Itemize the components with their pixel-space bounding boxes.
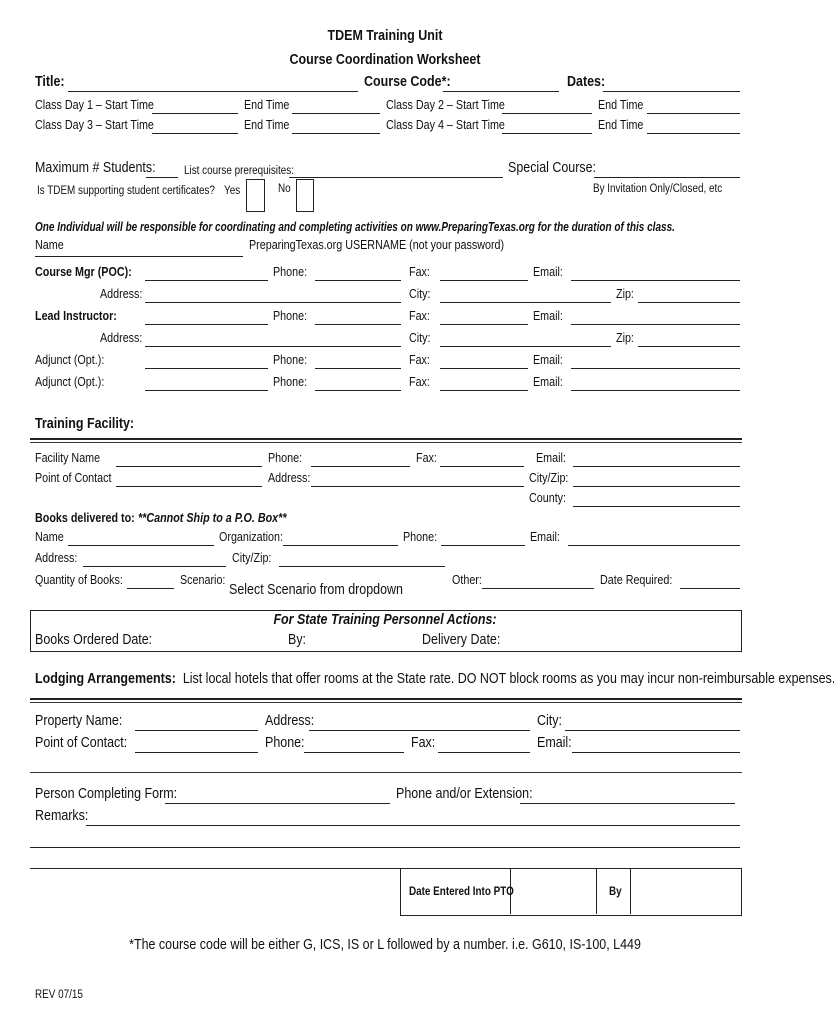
books-email-field[interactable] [568,531,740,546]
adjunct2-fax-field[interactable] [440,376,528,391]
lodging-phone-field[interactable] [304,738,404,753]
special-course-label: Special Course: [508,160,597,176]
form-subtitle: Course Coordination Worksheet [289,52,481,68]
remarks-field-1[interactable] [86,811,740,826]
day2-start-field[interactable] [502,99,592,114]
state-actions-heading: For State Training Personnel Actions: [273,612,497,628]
course-mgr-address-label: Address: [100,287,143,301]
state-by-label[interactable]: By: [288,632,307,648]
course-mgr-city-label: City: [409,287,431,301]
facility-cityzip-label: City/Zip: [529,471,569,485]
books-org-label: Organization: [219,530,283,544]
lead-fax-field[interactable] [440,310,528,325]
books-email-label: Email: [530,530,560,544]
books-name-field[interactable] [68,531,214,546]
facility-email-label: Email: [536,451,566,465]
day1-start-field[interactable] [152,99,238,114]
facility-phone-label: Phone: [268,451,303,465]
course-mgr-phone-field[interactable] [315,266,401,281]
adjunct1-email-label: Email: [533,353,563,367]
title-label: Title: [35,74,65,90]
facility-county-field[interactable] [573,492,740,507]
lead-email-label: Email: [533,309,563,323]
course-mgr-address-field[interactable] [145,288,401,303]
lodging-poc-field[interactable] [135,738,258,753]
lodging-instructions: List local hotels that offer rooms at the State rate. DO NOT block rooms as you may incur non-reimbursable expenses. [182,671,835,687]
lead-fax-label: Fax: [409,309,430,323]
books-name-label: Name [35,530,64,544]
books-delivered-label: Books delivered to: [35,511,135,525]
day1-end-field[interactable] [292,99,380,114]
adjunct1-phone-label: Phone: [273,353,308,367]
books-cityzip-field[interactable] [279,552,445,567]
lodging-fax-label: Fax: [411,735,436,751]
adjunct1-fax-label: Fax: [409,353,430,367]
lead-email-field[interactable] [571,310,740,325]
course-mgr-email-label: Email: [533,265,563,279]
books-phone-label: Phone: [403,530,438,544]
course-code-label: Course Code*: [364,74,451,90]
pto-divider [596,868,597,914]
day1-start-label: Class Day 1 – Start Time [35,98,154,112]
yes-checkbox[interactable] [246,179,265,212]
date-entered-field[interactable] [512,870,594,912]
responsible-name-label: Name [35,238,64,252]
lodging-heading: Lodging Arrangements: [35,671,176,687]
facility-address-label: Address: [268,471,311,485]
remarks-field-3[interactable] [30,854,740,869]
prereq-field[interactable] [289,163,503,178]
course-mgr-label-text: Course Mgr (POC) [35,265,129,279]
special-course-field[interactable] [594,163,740,178]
books-org-field[interactable] [283,531,398,546]
responsible-name-field[interactable] [35,242,243,257]
remarks-label: Remarks: [35,808,89,824]
lodging-fax-field[interactable] [438,738,530,753]
facility-county-label: County: [529,491,567,505]
course-mgr-fax-label: Fax: [409,265,430,279]
phone-ext-field[interactable] [520,789,735,804]
adjunct2-email-label: Email: [533,375,563,389]
max-students-label: Maximum # Students: [35,160,156,176]
person-completing-field[interactable] [165,789,390,804]
adjunct2-label: Adjunct (Opt.): [35,375,105,389]
property-name-label: Property Name: [35,713,123,729]
day3-start-field[interactable] [152,119,238,134]
training-facility-heading: Training Facility: [35,416,135,432]
day3-end-field[interactable] [292,119,380,134]
adjunct2-fax-label: Fax: [409,375,430,389]
books-address-field[interactable] [83,552,226,567]
person-completing-label: Person Completing Form: [35,786,178,802]
day4-end-label: End Time [598,118,644,132]
lodging-email-field[interactable] [572,738,740,753]
phone-ext-label: Phone and/or Extension: [396,786,533,802]
adjunct2-email-field[interactable] [571,376,740,391]
books-phone-field[interactable] [441,531,525,546]
pto-divider [630,868,631,914]
adjunct1-fax-field[interactable] [440,354,528,369]
course-mgr-zip-label: Zip: [616,287,634,301]
adjunct2-phone-field[interactable] [315,376,401,391]
lead-zip-label: Zip: [616,331,634,345]
books-other-label: Other: [452,573,482,587]
invitation-label: By Invitation Only/Closed, etc [593,183,723,195]
books-cityzip-label: City/Zip: [232,551,272,565]
lead-instructor-field[interactable] [145,310,268,325]
adjunct1-email-field[interactable] [571,354,740,369]
lead-address-field[interactable] [145,332,401,347]
prereq-label: List course prerequisites: [184,165,294,177]
lodging-phone-label: Phone: [265,735,305,751]
property-address-label: Address: [265,713,315,729]
books-quantity-field[interactable] [127,574,174,589]
course-mgr-fax-field[interactable] [440,266,528,281]
facility-name-field[interactable] [116,452,262,467]
no-checkbox[interactable] [296,179,314,212]
adjunct1-field[interactable] [145,354,268,369]
books-scenario-label: Scenario: [180,573,226,587]
pto-by-field[interactable] [632,870,738,912]
lead-phone-field[interactable] [315,310,401,325]
title-field[interactable] [68,77,358,92]
facility-poc-field[interactable] [116,472,262,487]
course-mgr-city-field[interactable] [440,288,611,303]
no-label: No [278,183,291,195]
course-code-field[interactable] [443,77,559,92]
adjunct2-phone-label: Phone: [273,375,308,389]
facility-cityzip-field[interactable] [573,472,740,487]
books-other-field[interactable] [482,574,594,589]
adjunct2-field[interactable] [145,376,268,391]
dates-label: Dates: [567,74,606,90]
lead-phone-label: Phone: [273,309,308,323]
form-title: TDEM Training Unit [327,28,443,44]
lodging-line [35,671,835,688]
pto-by-label: By [609,886,622,898]
books-address-label: Address: [35,551,78,565]
adjunct1-label: Adjunct (Opt.): [35,353,105,367]
course-mgr-zip-field[interactable] [638,288,740,303]
course-code-footnote: *The course code will be either G, ICS, IS or L followed by a number. i.e. G610, IS-100, L449 [129,937,641,953]
course-mgr-phone-label: Phone: [273,265,308,279]
property-city-field[interactable] [565,716,740,731]
property-name-field[interactable] [135,716,258,731]
facility-address-field[interactable] [311,472,524,487]
property-address-field[interactable] [309,716,530,731]
day1-end-label: End Time [244,98,290,112]
books-quantity-label: Quantity of Books: [35,573,123,587]
day3-start-label: Class Day 3 – Start Time [35,118,154,132]
section-divider [30,702,742,703]
certificates-label: Is TDEM supporting student certificates? [37,185,215,197]
section-divider [30,772,742,773]
responsible-notice: One Individual will be responsible for coordinating and completing activities on www.PreparingTexas.org for the duration of this class. [35,220,675,234]
username-label: PreparingTexas.org USERNAME (not your password) [249,238,505,252]
day2-end-label: End Time [598,98,644,112]
section-divider [30,698,742,700]
max-students-field[interactable] [146,163,178,178]
facility-phone-field[interactable] [311,452,410,467]
lead-city-label: City: [409,331,431,345]
facility-fax-label: Fax: [416,451,437,465]
course-mgr-field[interactable] [145,266,268,281]
lead-city-field[interactable] [440,332,611,347]
section-divider [30,438,742,440]
yes-label: Yes [224,185,241,197]
scenario-dropdown[interactable]: Select Scenario from dropdown [229,582,403,598]
books-date-required-label: Date Required: [600,573,673,587]
facility-poc-label: Point of Contact [35,471,112,485]
adjunct1-phone-field[interactable] [315,354,401,369]
course-mgr-email-field[interactable] [571,266,740,281]
lead-instructor-label: Lead Instructor: [35,309,117,323]
delivery-date-label[interactable]: Delivery Date: [422,632,501,648]
course-mgr-label [35,265,132,279]
day4-start-label: Class Day 4 – Start Time [386,118,505,132]
dates-field[interactable] [603,77,740,92]
section-divider [30,442,742,443]
day4-end-field[interactable] [647,119,740,134]
day2-start-label: Class Day 2 – Start Time [386,98,505,112]
no-po-box-note: **Cannot Ship to a P.O. Box** [138,511,287,525]
lodging-email-label: Email: [537,735,572,751]
facility-name-label: Facility Name [35,451,101,465]
facility-fax-field[interactable] [440,452,524,467]
property-city-label: City: [537,713,562,729]
course-mgr-colon: : [128,265,132,279]
remarks-field-2[interactable] [30,833,740,848]
lodging-poc-label: Point of Contact: [35,735,128,751]
revision-label: REV 07/15 [35,989,83,1001]
lead-zip-field[interactable] [638,332,740,347]
lead-address-label: Address: [100,331,143,345]
books-ordered-label[interactable]: Books Ordered Date: [35,632,153,648]
facility-email-field[interactable] [573,452,740,467]
books-date-required-field[interactable] [680,574,740,589]
day3-end-label: End Time [244,118,290,132]
day4-start-field[interactable] [502,119,592,134]
day2-end-field[interactable] [647,99,740,114]
date-entered-label: Date Entered Into PTO [409,886,514,898]
